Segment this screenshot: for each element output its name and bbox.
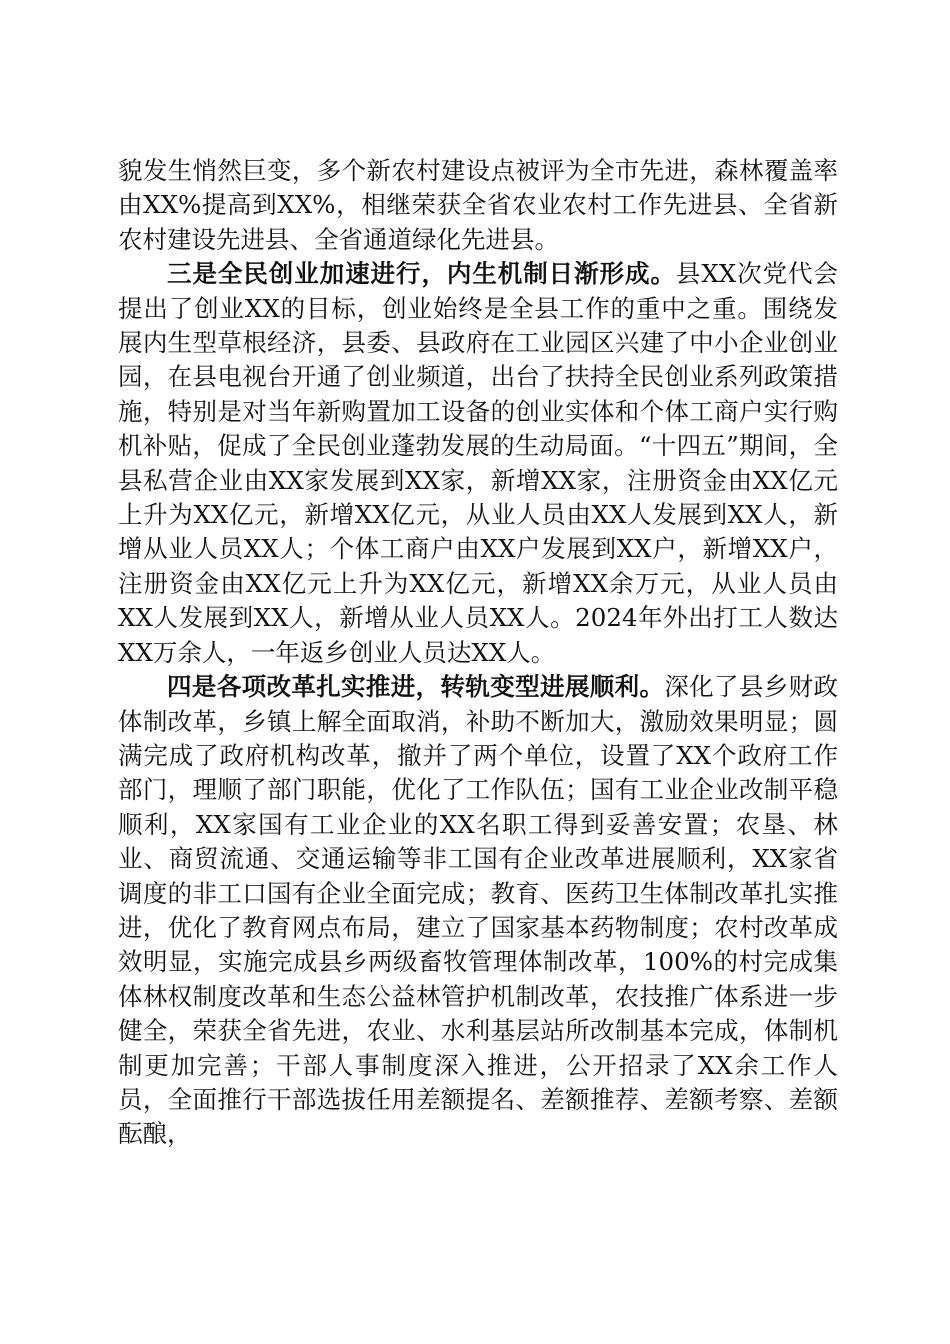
- paragraph-2-lead: 三是全民创业加速进行，内生机制日渐形成。: [167, 259, 676, 289]
- paragraph-2-text: 县XX次党代会提出了创业XX的目标，创业始终是全县工作的重中之重。围绕发展内生型草根经济，县委、县政府在工业园区兴建了中小企业创业园，在县电视台开通了创业频道，出台了扶持全民创业系列政策措施，特别是对当年新购置加工设备的创业实体和个体工商户实行购机补贴，促成了全民创业蓬勃发展的生动局面。“十四五”期间，全县私营企业由XX家发展到XX家，新增XX家，注册资金由XX亿元上升为XX亿元，新增XX亿元，从业人员由XX人发展到XX人，新增从业人员XX人；个体工商户由XX户发展到XX户，新增XX户，注册资金由XX亿元上升为XX亿元，新增XX余万元，从业人员由XX人发展到XX人，新增从业人员XX人。2024年外出打工人数达XX万余人，一年返乡创业人员达XX人。: [118, 259, 838, 667]
- paragraph-3-text: 深化了县乡财政体制改革，乡镇上解全面取消，补助不断加大，激励效果明显；圆满完成了政府机构改革，撤并了两个单位，设置了XX个政府工作部门，理顺了部门职能，优化了工作队伍；国有工业企业改制平稳顺利，XX家国有工业企业的XX名职工得到妥善安置；农垦、林业、商贸流通、交通运输等非工国有企业改革进展顺利，XX家省调度的非工口国有企业全面完成；教育、医药卫生体制改革扎实推进，优化了教育网点布局，建立了国家基本药物制度；农村改革成效明显，实施完成县乡两级畜牧管理体制改革，100%的村完成集体林权制度改革和生态公益林管护机制改革，农技推广体系进一步健全，荣获全省先进，农业、水利基层站所改制基本完成，体制机制更加完善；干部人事制度深入推进，公开招录了XX余工作人员，全面推行干部选拔任用差额提名、差额推荐、差额考察、差额酝酿，: [118, 672, 839, 1149]
- paragraph-3: [118, 670, 838, 1152]
- paragraph-2: [118, 257, 838, 670]
- paragraph-1-text: 貌发生悄然巨变，多个新农村建设点被评为全市先进，森林覆盖率由XX%提高到XX%，相继荣获全省农业农村工作先进县、全省新农村建设先进县、全省通道绿化先进县。: [118, 156, 838, 254]
- paragraph-1: [118, 154, 838, 257]
- document-body: [118, 154, 838, 1152]
- paragraph-3-lead: 四是各项改革扎实推进，转轨变型进展顺利。: [167, 672, 665, 702]
